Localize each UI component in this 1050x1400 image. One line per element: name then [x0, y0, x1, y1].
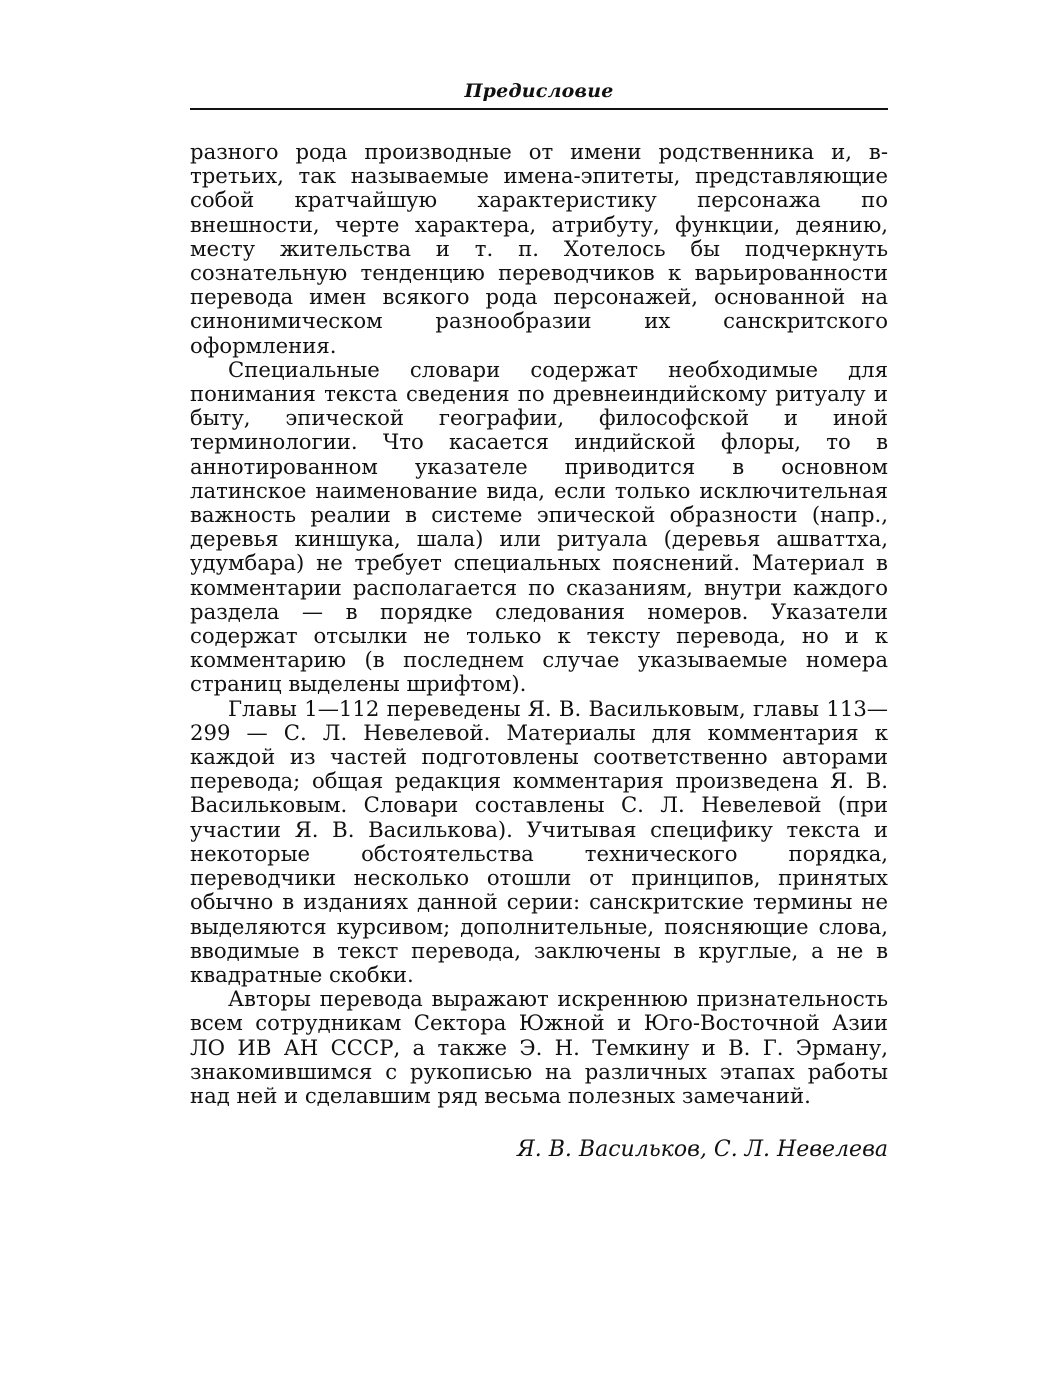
header-rule [190, 108, 888, 110]
signature: Я. В. Васильков, С. Л. Невелева [517, 1137, 888, 1163]
body-text [190, 140, 888, 1108]
running-head-title: Предисловие [464, 80, 614, 102]
paragraph-continuation: разного рода производные от имени родственника и, в-третьих, так называемые имена-эпитеты, представляющие собой кратчайшую характеристику персонажа по внешности, черте характера, атрибуту, функции, деянию, месту жительства и т. п. Хотелось бы подчеркнуть сознательную тенденцию переводчиков к варьированности перевода имен всякого рода персонажей, основанной на синонимическом разнообразии их санскритского оформления. [190, 139, 888, 358]
paragraph-translators: Главы 1—112 переведены Я. В. Васильковым, главы 113—299 — С. Л. Невелевой. Материалы для комментария к каждой из частей подготовлены соответственно авторами перевода; общая редакция комментария произведена Я. В. Васильковым. Словари составлены С. Л. Невелевой (при участии Я. В. Василькова). Учитывая специфику текста и некоторые обстоятельства технического порядка, переводчики несколько отошли от принципов, принятых обычно в изданиях данной серии: санскритские термины не выделяются курсивом; дополнительные, поясняющие слова, вводимые в текст перевода, заключены в круглые, а не в квадратные скобки. [190, 695, 888, 987]
page-content [190, 78, 888, 1164]
paragraph-acknowledgements: Авторы перевода выражают искреннюю признательность всем сотрудникам Сектора Южной и Юго-Восточной Азии ЛО ИВ АН СССР, а также Э. Н. Темкину и В. Г. Эрману, знакомившимся с рукописью на различных этапах работы над ней и сделавшим ряд весьма полезных замечаний. [190, 986, 888, 1108]
paragraph-dictionaries: Специальные словари содержат необходимые для понимания текста сведения по древнеиндийскому ритуалу и быту, эпической географии, философской и иной терминологии. Что касается индийской флоры, то в аннотированном указателе приводится в основном латинское наименование вида, если только исключительная важность реалии в системе эпической образности (напр., деревья киншука, шала) или ритуала (деревья ашваттха, удумбара) не требует специальных пояснений. Материал в комментарии располагается по сказаниям, внутри каждого раздела — в порядке следования номеров. Указатели содержат отсылки не только к тексту перевода, но и к комментарию (в последнем случае указываемые номера страниц выделены шрифтом). [190, 356, 888, 697]
